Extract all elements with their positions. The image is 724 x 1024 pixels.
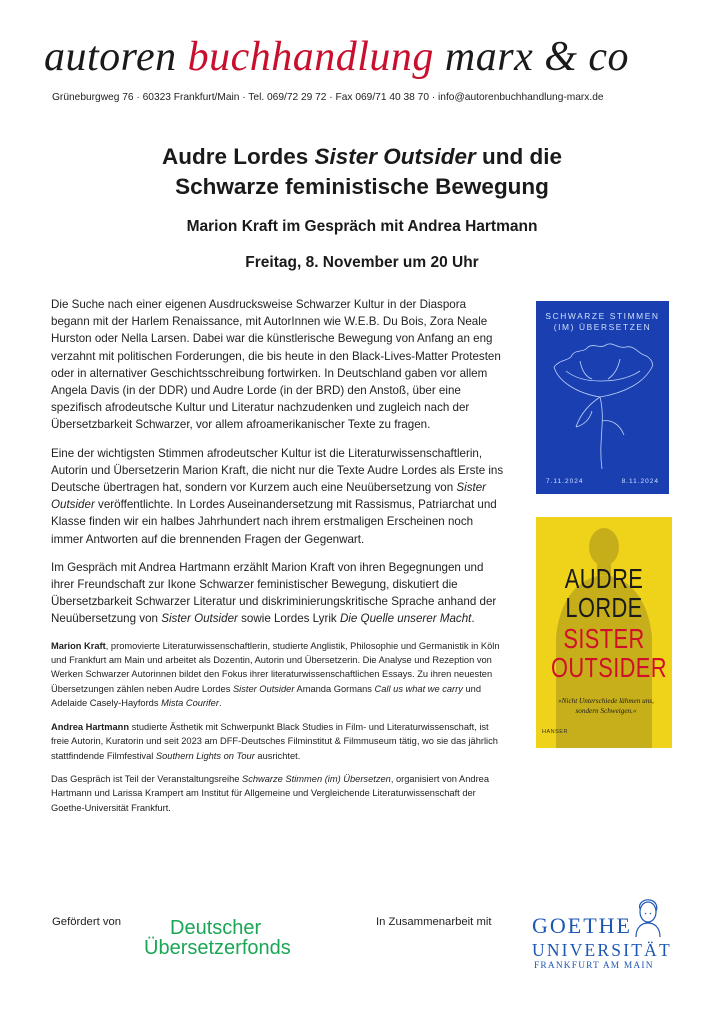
text-span: . — [471, 612, 475, 626]
goethe-portrait-icon — [630, 897, 666, 937]
uni-line3: FRANKFURT AM MAIN — [534, 961, 654, 971]
book-author-last: LORDE — [565, 592, 643, 623]
festival-title-em: Southern Lights on Tour — [155, 750, 255, 761]
funder-line1: Deutscher — [170, 917, 262, 939]
text-span: . — [218, 698, 222, 709]
bookstore-logo — [44, 36, 684, 78]
event-title — [60, 142, 664, 202]
text-span: und Adelaide Casely-Hayfords — [51, 683, 482, 709]
event-title-post: und die — [475, 144, 563, 169]
logo-word-marx: marx & co — [444, 34, 630, 80]
event-date: Freitag, 8. November um 20 Uhr — [245, 254, 479, 271]
logo-word-autoren: autoren — [44, 34, 177, 80]
book-title-em: Sister Outsider — [232, 683, 295, 694]
book-title-em: Sister Outsider — [51, 481, 487, 512]
poster-date-end: 8.11.2024 — [621, 478, 659, 485]
text-span: , promovierte Literaturwissenschaftlerin, studierte Anglistik, Philosophie und Germanistik in Köln und Frankfurt am Main und arbeitet als Dozentin, Autorin und Übersetzerin. Die Analyse und Rezeption von Werken Schwarzer Autorinnen bildet den Fokus ihrer literaturwissenschaftlichen Essays. Zu ihren neuesten Übersetzungen zählen neben Audre Lordes — [51, 640, 500, 694]
text-span: Im Gespräch mit Andrea Hartmann erzählt Marion Kraft von ihren Begegnungen und ihrer Freundschaft zur Ikone Schwarzer feministischer Bewegung, diskutiert die Übersetzbarkeit Schwarzer Literatur und diskriminierungskritische Sprache anhand der Neuübersetzung von — [51, 560, 497, 626]
bio-marion-kraft — [51, 639, 506, 711]
series-poster-image — [536, 301, 669, 494]
series-note — [51, 772, 506, 815]
book-title-line1: SISTER — [563, 623, 645, 654]
bio-andrea-hartmann — [51, 720, 506, 763]
book-publisher: HANSER — [542, 729, 568, 735]
book-title-em: Call us what we carry — [374, 683, 463, 694]
text-span: Amanda Gormans — [294, 683, 375, 694]
text-span: veröffentlichte. In Lordes Auseinandersetzung mit Rassismus, Patriarchat und Klasse finden wir ein halbes Jahrhundert nach ihrem erstmaligen Erscheinen noch immer Antworten auf die brennenden Fragen der Gegenwart. — [51, 498, 497, 546]
book-quote: »Nicht Unterschiede lähmen uns, sondern Schweigen.« — [558, 697, 654, 715]
logo-word-buchhandlung: buchhandlung — [187, 34, 434, 80]
text-span: Das Gespräch ist Teil der Veranstaltungsreihe — [51, 773, 243, 784]
poster-heading-line2: (IM) ÜBERSETZEN — [553, 322, 652, 332]
book-title-em: Die Quelle unserer Macht — [339, 612, 472, 626]
text-span: sowie Lordes Lyrik — [237, 612, 340, 626]
partner-label: In Zusammenarbeit mit — [376, 916, 492, 928]
book-cover-image — [536, 517, 672, 748]
paragraph-conversation — [51, 559, 506, 628]
book-author-first: AUDRE — [564, 563, 644, 594]
poster-date-start: 7.11.2024 — [546, 478, 584, 485]
book-title-em: Sister Outsider — [161, 612, 238, 626]
text-span: Eine der wichtigsten Stimmen afrodeutscher Kultur ist die Literaturwissenschaftlerin, Autorin und Übersetzerin Marion Kraft, die nicht nur die Texte Audre Lordes als Erste ins Deutsche übertragen hat, sondern vor Kurzem auch eine Neuübersetzung von — [51, 446, 504, 495]
paragraph-intro: Die Suche nach einer eigenen Ausdrucksweise Schwarzer Kultur in der Diaspora begann mit der Harlem Renaissance, mit AutorInnen wie W.E.B. Du Bois, Zora Neale Hurston oder Nella Larsen. Dabei war die künstlerische Bewegung von Anfang an eng verzahnt mit politischen Forderungen, die bis heute in den Black-Lives-Matter Protesten oder in alternativer Geschichtsschreibung fortwirken. In Deutschland gaben vor allem Angela Davis (in der DDR) und Audre Lorde (in der BRD) den Anstoß, über eine spezifisch afrodeutsche Kultur und Literatur nachzudenken und zugleich nach der Übersetzbarkeit Schwarzer, vor allem afroamerikanischer Texte zu fragen. — [51, 298, 501, 432]
funder-line2: Übersetzerfonds — [144, 937, 291, 959]
event-title-line2: Schwarze feministische Bewegung — [175, 174, 549, 199]
body-text — [51, 296, 506, 824]
text-span: , organisiert von Andrea Hartmann und Larissa Krampert am Institut für Allgemeine und Vergleichende Literaturwissenschaft der Goethe-Universität Frankfurt. — [51, 773, 490, 813]
book-title-line2: OUTSIDER — [550, 652, 667, 683]
text-span: ausrichtet. — [254, 750, 301, 761]
event-title-book: Sister Outsider — [314, 144, 476, 169]
funded-by-label: Gefördert von — [52, 916, 122, 928]
deutscher-uebersetzerfonds-logo — [144, 918, 291, 958]
poster-heading-line1: SCHWARZE STIMMEN — [545, 311, 660, 321]
uni-line2: UNIVERSITÄT — [532, 940, 672, 960]
bio-name: Andrea Hartmann — [51, 721, 130, 732]
bio-name: Marion Kraft — [51, 640, 106, 651]
book-title-em: Mista Courifer — [161, 698, 219, 709]
event-title-pre: Audre Lordes — [161, 144, 315, 169]
series-title-em: Schwarze Stimmen (im) Übersetzen — [242, 773, 391, 784]
contact-address: Grüneburgweg 76 · 60323 Frankfurt/Main · Tel. 069/72 29 72 · Fax 069/71 40 38 70 · info@autorenbuchhandlung-marx.de — [52, 92, 604, 103]
event-subtitle: Marion Kraft im Gespräch mit Andrea Hartmann — [186, 218, 538, 235]
poster-heading — [536, 311, 669, 333]
text-span: studierte Ästhetik mit Schwerpunkt Black Studies in Film- und Literaturwissenschaft, ist freie Autorin, Kuratorin und seit 2023 am DFF-Deutsches Filminstitut & Filmmuseum tätig, wo sie das jährlich stattfindende Filmfestival — [51, 721, 498, 761]
goethe-university-logo — [532, 897, 672, 977]
uni-line1: GOETHE — [532, 913, 632, 938]
paragraph-kraft — [51, 445, 506, 548]
